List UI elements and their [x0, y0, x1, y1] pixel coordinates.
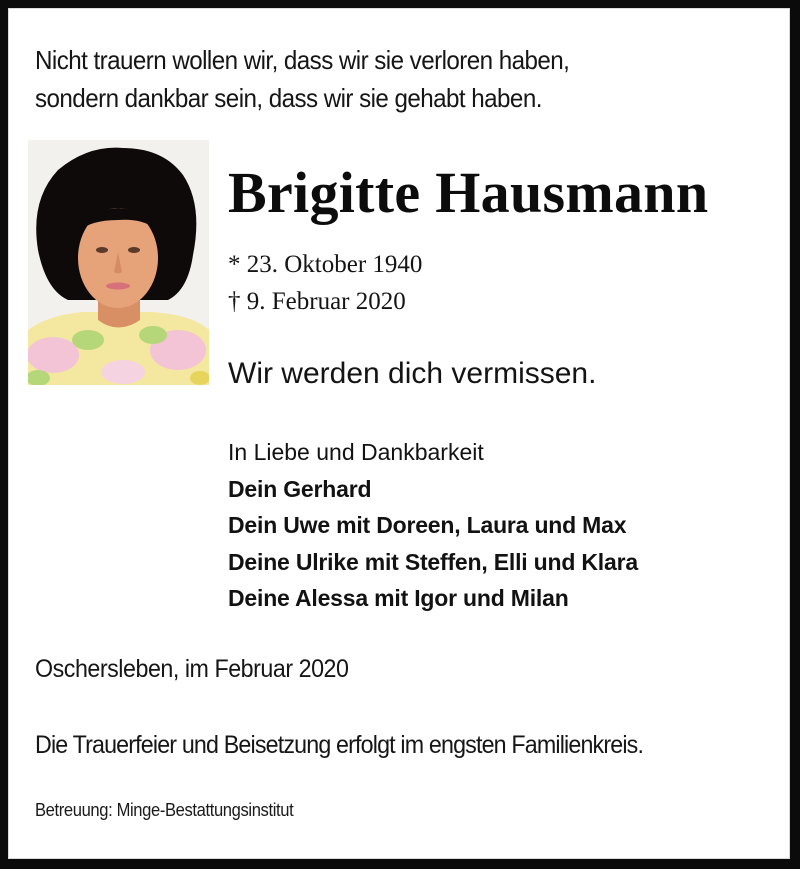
memorial-quote: [35, 41, 569, 117]
portrait-photo: [28, 140, 209, 385]
life-dates: [228, 246, 422, 320]
family-member: Dein Uwe mit Doreen, Laura und Max: [228, 512, 627, 538]
ceremony-note: Die Trauerfeier und Beisetzung erfolgt im engsten Familienkreis.: [35, 731, 644, 759]
farewell-message: Wir werden dich vermissen.: [228, 357, 597, 390]
family-member: Dein Gerhard: [228, 475, 372, 502]
birth-date: * 23. Oktober 1940: [228, 251, 423, 278]
deceased-name: Brigitte Hausmann: [228, 160, 709, 225]
death-date: † 9. Februar 2020: [228, 288, 406, 315]
family-intro: In Liebe und Dankbarkeit: [228, 439, 484, 465]
quote-line-2: sondern dankbar sein, dass wir sie gehabt haben.: [35, 83, 542, 113]
family-member: Deine Ulrike mit Steffen, Elli und Klara: [228, 548, 638, 575]
place-and-date: Oschersleben, im Februar 2020: [35, 655, 349, 683]
obituary-notice: [8, 8, 790, 859]
family-signatures: [228, 434, 638, 617]
portrait-image: [28, 140, 209, 385]
family-member: Deine Alessa mit Igor und Milan: [228, 585, 569, 611]
quote-line-1: Nicht trauern wollen wir, dass wir sie verloren haben,: [35, 45, 570, 75]
undertaker-credit: Betreuung: Minge-Bestattungsinstitut: [35, 800, 294, 820]
